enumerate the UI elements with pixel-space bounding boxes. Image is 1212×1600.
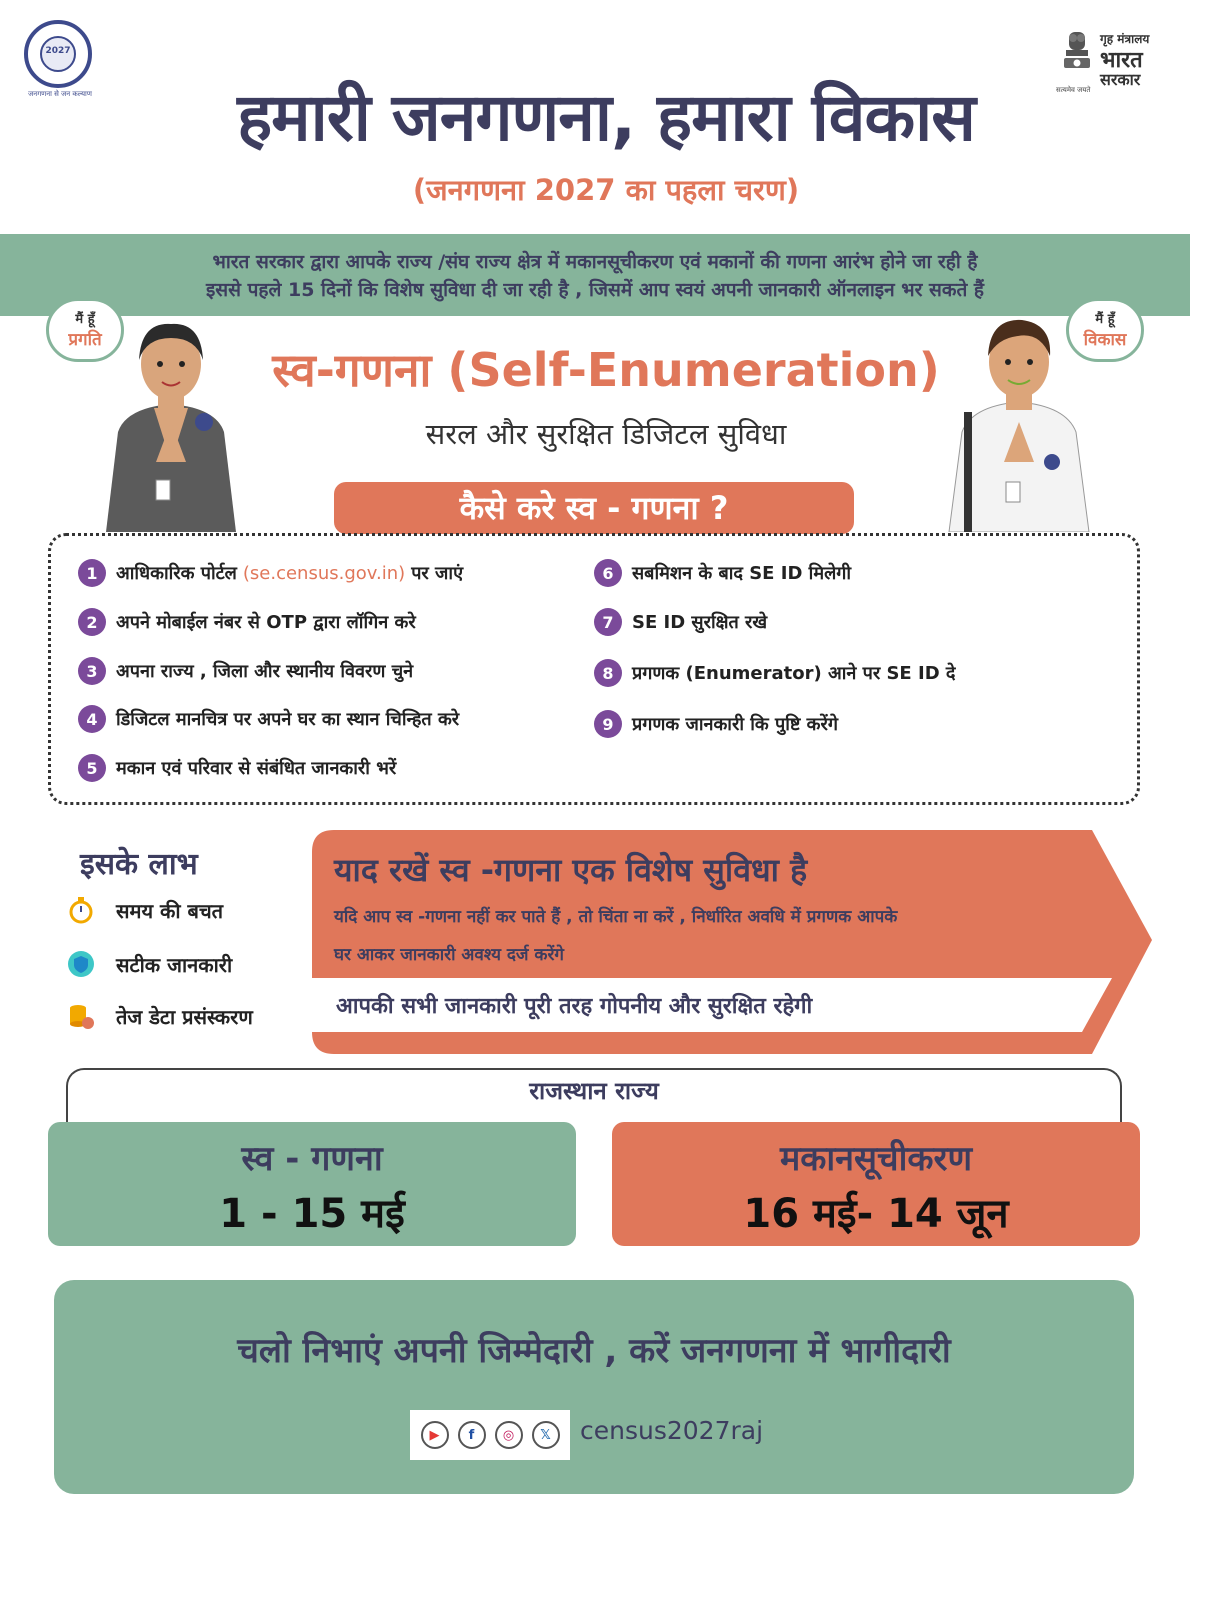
bubble-prefix: मैं हूँ bbox=[1095, 312, 1115, 327]
government-label: सरकार bbox=[1100, 70, 1141, 89]
house-listing-card bbox=[612, 1122, 1140, 1246]
motto-label: सत्यमेव जयते bbox=[1056, 86, 1091, 94]
how-to-heading: कैसे करे स्व - गणना ? bbox=[334, 482, 854, 534]
facebook-icon[interactable]: f bbox=[458, 1421, 486, 1449]
footer-slogan: चलो निभाएं अपनी जिम्मेदारी , करें जनगणना में भागीदारी bbox=[237, 1331, 951, 1371]
remember-title: याद रखें स्व -गणना एक विशेष सुविधा है bbox=[334, 851, 808, 889]
x-icon[interactable]: 𝕏 bbox=[532, 1421, 560, 1449]
step-text: अपना राज्य , जिला और स्थानीय विवरण चुने bbox=[116, 661, 414, 682]
ministry-label: गृह मंत्रालय bbox=[1100, 32, 1150, 46]
step-7 bbox=[594, 607, 767, 637]
benefit-item bbox=[66, 1000, 253, 1032]
step-number: 1 bbox=[78, 559, 106, 587]
step-text: आधिकारिक पोर्टल bbox=[116, 563, 237, 584]
portal-link[interactable]: (se.census.gov.in) bbox=[242, 562, 406, 584]
self-enumeration-subtitle: सरल और सुरक्षित डिजिटल सुविधा bbox=[425, 417, 787, 451]
step-text-suffix: पर जाएं bbox=[411, 563, 464, 584]
step-3 bbox=[78, 656, 413, 686]
database-icon bbox=[66, 1001, 96, 1031]
step-number: 7 bbox=[594, 608, 622, 636]
privacy-note: आपकी सभी जानकारी पूरी तरह गोपनीय और सुरक्षित रहेगी bbox=[336, 994, 813, 1019]
step-number: 3 bbox=[78, 657, 106, 685]
stopwatch-icon bbox=[66, 895, 96, 925]
benefit-item bbox=[66, 948, 232, 980]
step-text: डिजिटल मानचित्र पर अपने घर का स्थान चिन्हित करे bbox=[116, 709, 460, 730]
step-9 bbox=[594, 709, 838, 739]
step-5 bbox=[78, 753, 396, 783]
step-text: SE ID सुरक्षित रखे bbox=[632, 612, 768, 633]
data-shield-icon bbox=[66, 949, 96, 979]
step-number: 2 bbox=[78, 608, 106, 636]
country-label: भारत bbox=[1100, 48, 1143, 73]
instagram-icon[interactable]: ◎ bbox=[495, 1421, 523, 1449]
step-1 bbox=[78, 558, 463, 588]
intro-band bbox=[0, 234, 1190, 316]
benefit-label: समय की बचत bbox=[116, 898, 224, 923]
step-2 bbox=[78, 607, 416, 637]
step-text: अपने मोबाईल नंबर से OTP द्वारा लॉगिन करे bbox=[116, 612, 416, 633]
card-dates: 16 मई- 14 जून bbox=[743, 1191, 1009, 1237]
logo-tagline: जनगणना से जन कल्याण bbox=[28, 90, 92, 98]
step-number: 5 bbox=[78, 754, 106, 782]
step-text: प्रगणक जानकारी कि पुष्टि करेंगे bbox=[632, 714, 839, 735]
social-handle[interactable]: census2027raj bbox=[580, 1416, 764, 1445]
step-number: 4 bbox=[78, 705, 106, 733]
step-6 bbox=[594, 558, 851, 588]
bubble-name: प्रगति bbox=[68, 330, 102, 350]
benefits-title: इसके लाभ bbox=[80, 847, 198, 882]
footer-panel bbox=[54, 1280, 1134, 1494]
self-enumeration-title: स्व-गणना (Self-Enumeration) bbox=[272, 343, 940, 397]
step-text: सबमिशन के बाद SE ID मिलेगी bbox=[632, 563, 852, 584]
bubble-name: विकास bbox=[1083, 330, 1127, 350]
bubble-prefix: मैं हूँ bbox=[75, 312, 95, 327]
page-title: हमारी जनगणना, हमारा विकास bbox=[237, 79, 975, 156]
social-icons bbox=[410, 1410, 570, 1460]
benefit-item bbox=[66, 894, 223, 926]
benefit-label: सटीक जानकारी bbox=[116, 952, 233, 977]
page-subtitle: (जनगणना 2027 का पहला चरण) bbox=[412, 173, 800, 207]
remember-text-2: घर आकर जानकारी अवश्य दर्ज करेंगे bbox=[334, 945, 564, 965]
step-text: मकान एवं परिवार से संबंधित जानकारी भरें bbox=[116, 758, 397, 779]
intro-line-1: भारत सरकार द्वारा आपके राज्य /संघ राज्य क्षेत्र में मकानसूचीकरण एवं मकानों की गणना आरंभ होने जा रही है bbox=[212, 251, 978, 273]
benefit-label: तेज डेटा प्रसंस्करण bbox=[116, 1004, 253, 1029]
youtube-icon[interactable]: ▶ bbox=[421, 1421, 449, 1449]
step-number: 9 bbox=[594, 710, 622, 738]
card-title: मकानसूचीकरण bbox=[779, 1139, 973, 1179]
step-text: प्रगणक (Enumerator) आने पर SE ID दे bbox=[632, 663, 956, 684]
card-dates: 1 - 15 मई bbox=[219, 1191, 405, 1237]
self-enumeration-card bbox=[48, 1122, 576, 1246]
logo-year: 2027 bbox=[45, 46, 71, 56]
national-emblem-icon bbox=[1062, 28, 1092, 80]
step-8 bbox=[594, 658, 955, 688]
step-4 bbox=[78, 704, 459, 734]
card-title: स्व - गणना bbox=[241, 1139, 383, 1179]
step-number: 8 bbox=[594, 659, 622, 687]
step-number: 6 bbox=[594, 559, 622, 587]
state-name: राजस्थान राज्य bbox=[529, 1077, 659, 1105]
intro-line-2: इससे पहले 15 दिनों कि विशेष सुविधा दी जा रही है , जिसमें आप स्वयं अपनी जानकारी ऑनलाइन भर सकते हैं bbox=[205, 279, 985, 301]
remember-text-1: यदि आप स्व -गणना नहीं कर पाते हैं , तो चिंता ना करें , निर्धारित अवधि में प्रगणक आपके bbox=[334, 907, 898, 927]
